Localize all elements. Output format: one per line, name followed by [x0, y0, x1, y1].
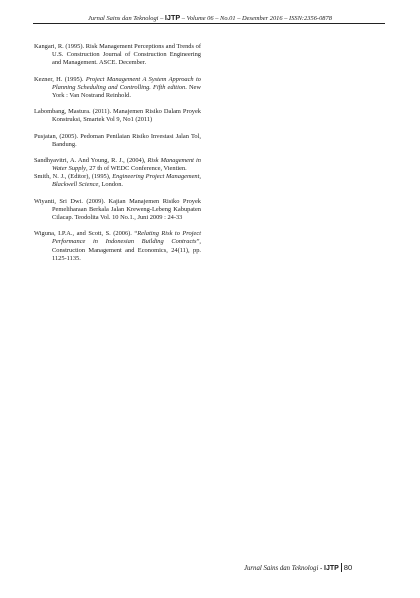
reference-text: Kezner, H. (1995). — [34, 75, 86, 83]
reference-text: Wiguna, I.P.A., and Scott, S. (2006). “ — [34, 230, 138, 238]
reference-entry — [34, 133, 201, 149]
reference-title-italic: Engineering Project Management, Blackwell Science — [52, 173, 202, 189]
reference-entry — [34, 76, 201, 100]
reference-entry — [34, 157, 201, 173]
reference-entry — [34, 173, 201, 189]
reference-text: Labombang, Mastura. (2011). Manajemen Risiko Dalam Proyek Konstruksi, Smartek Vol 9, No1 (2011) — [34, 108, 201, 124]
reference-text: ”, Construction Management and Economics, 24(11), pp. 1125-1135. — [52, 238, 201, 262]
reference-title-italic: Relating Risk to Project Performance in Indonesian Building Contracts — [52, 230, 201, 246]
reference-entry — [34, 230, 201, 262]
header-volume-info: – Volume 06 – No.01 – Desember 2016 – ISSN:2356-0878 — [180, 15, 332, 22]
footer-brand-logo: IJTP — [324, 565, 339, 572]
reference-text: , London. — [98, 181, 123, 189]
reference-title-italic: Risk Management in Water Supply — [52, 157, 201, 173]
header-journal-name: Jurnal Sains dan Teknologi — [88, 15, 159, 22]
running-footer — [244, 563, 352, 572]
page-number: 80 — [343, 563, 353, 572]
reference-text: Kangari, R. (1995). Risk Management Perceptions and Trends of U.S. Construction Journal of Construction Engineering and Management. ASCE. December. — [34, 43, 201, 67]
reference-text: . New York : Van Nostrand Reinhold. — [52, 83, 202, 99]
reference-entry — [34, 43, 201, 67]
reference-text: , 27 th of WEDC Conference, Vientien. — [86, 165, 187, 173]
reference-text: Pusjatan, (2005). Pedoman Penilaian Risiko Investasi Jalan Tol, Bandung. — [34, 132, 201, 148]
reference-text: Wiyanti, Sri Dwi. (2009). Kajian Manajemen Risiko Proyek Pemeliharaan Berkala Jalan Kreweng-Lebeng Kabupaten Cilacap. Teodolita Vol. 10 No.1., Juni 2009 : 24-33 — [34, 197, 201, 221]
footer-separator: - — [318, 565, 324, 572]
reference-entry — [34, 108, 201, 124]
footer-journal-name: Jurnal Sains dan Teknologi — [244, 565, 319, 572]
reference-title-italic: Project Management A System Approach to Planning Scheduling and Controlling. Fifth edition — [52, 75, 201, 91]
reference-text: Sandhyavitri, A. And Young, R. J., (2004), — [34, 157, 148, 165]
footer-divider-bar — [341, 563, 342, 572]
running-header — [0, 13, 420, 22]
reference-entry — [34, 198, 201, 222]
header-divider — [33, 23, 385, 24]
header-brand-logo: IJTP — [164, 13, 181, 22]
header-separator: – — [158, 15, 165, 22]
reference-text: Smith, N. J., (Editor), (1995), — [34, 173, 113, 181]
reference-list — [34, 43, 201, 263]
